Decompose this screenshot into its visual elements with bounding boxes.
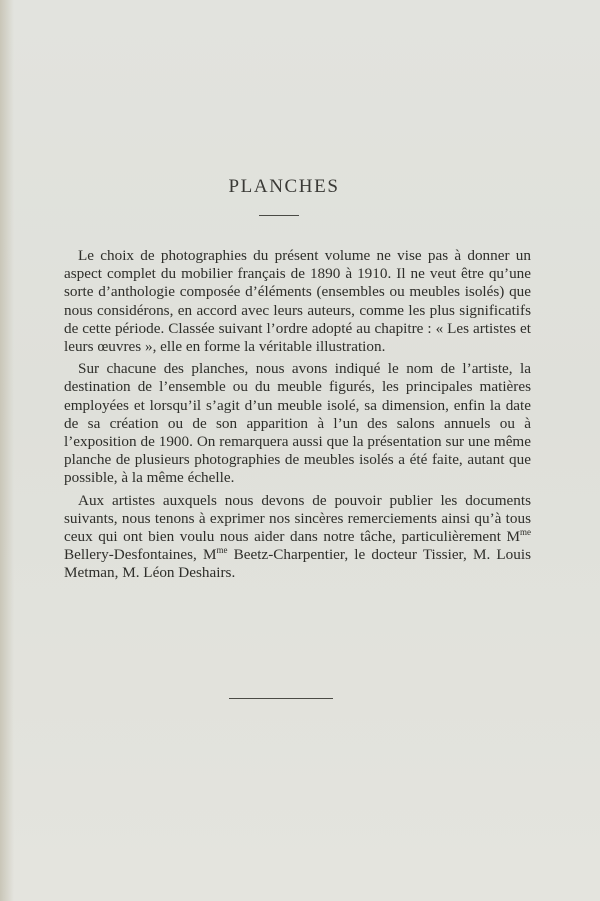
end-rule [229,698,333,699]
title-rule [259,215,299,216]
honorific-sup-1: me [520,526,531,537]
thanks-name-2: Beetz-Charpentier, le docteur Tissier, M. Louis Metman, M. Léon Deshairs. [64,546,531,582]
thanks-name-1: Bellery-Desfontaines, M [64,546,217,564]
thanks-intro: Aux artistes auxquels nous devons de pouvoir publier les documents suivants, nous tenons à exprimer nos sincères remerciements ainsi qu’à tous ceux qui ont bien voulu nous aider dans notre tâche, particulièrement M [64,491,531,546]
paragraph-3 [64,492,531,583]
page-gutter-shadow [0,0,14,901]
paragraph-2: Sur chacune des planches, nous avons indiqué le nom de l’artiste, la destination de l’ensemble ou du meuble figurés, les principales matières employées et lorsqu’il s’agit d’un meuble isolé, sa dimension, enfin la date de sa création ou de son apparition à l’un des salons annuels ou à l’exposition de 1900. On remarquera aussi que la présentation sur une même planche de plusieurs photographies de meubles isolés a été faite, autant que possible, à la même échelle. [64,360,531,487]
page-title: PLANCHES [228,176,340,197]
paragraph-1: Le choix de photographies du présent volume ne vise pas à donner un aspect complet du mobilier français de 1890 à 1910. Il ne veut être qu’une sorte d’anthologie composée d’éléments (ensembles ou meubles isolés) que nous considérons, en accord avec leurs auteurs, comme les plus significatifs de cette période. Classée suivant l’ordre adopté au chapitre : « Les artistes et leurs œuvres », elle en forme la véritable illustration. [64,247,531,356]
body-text [64,247,531,587]
honorific-sup-2: me [216,545,228,556]
